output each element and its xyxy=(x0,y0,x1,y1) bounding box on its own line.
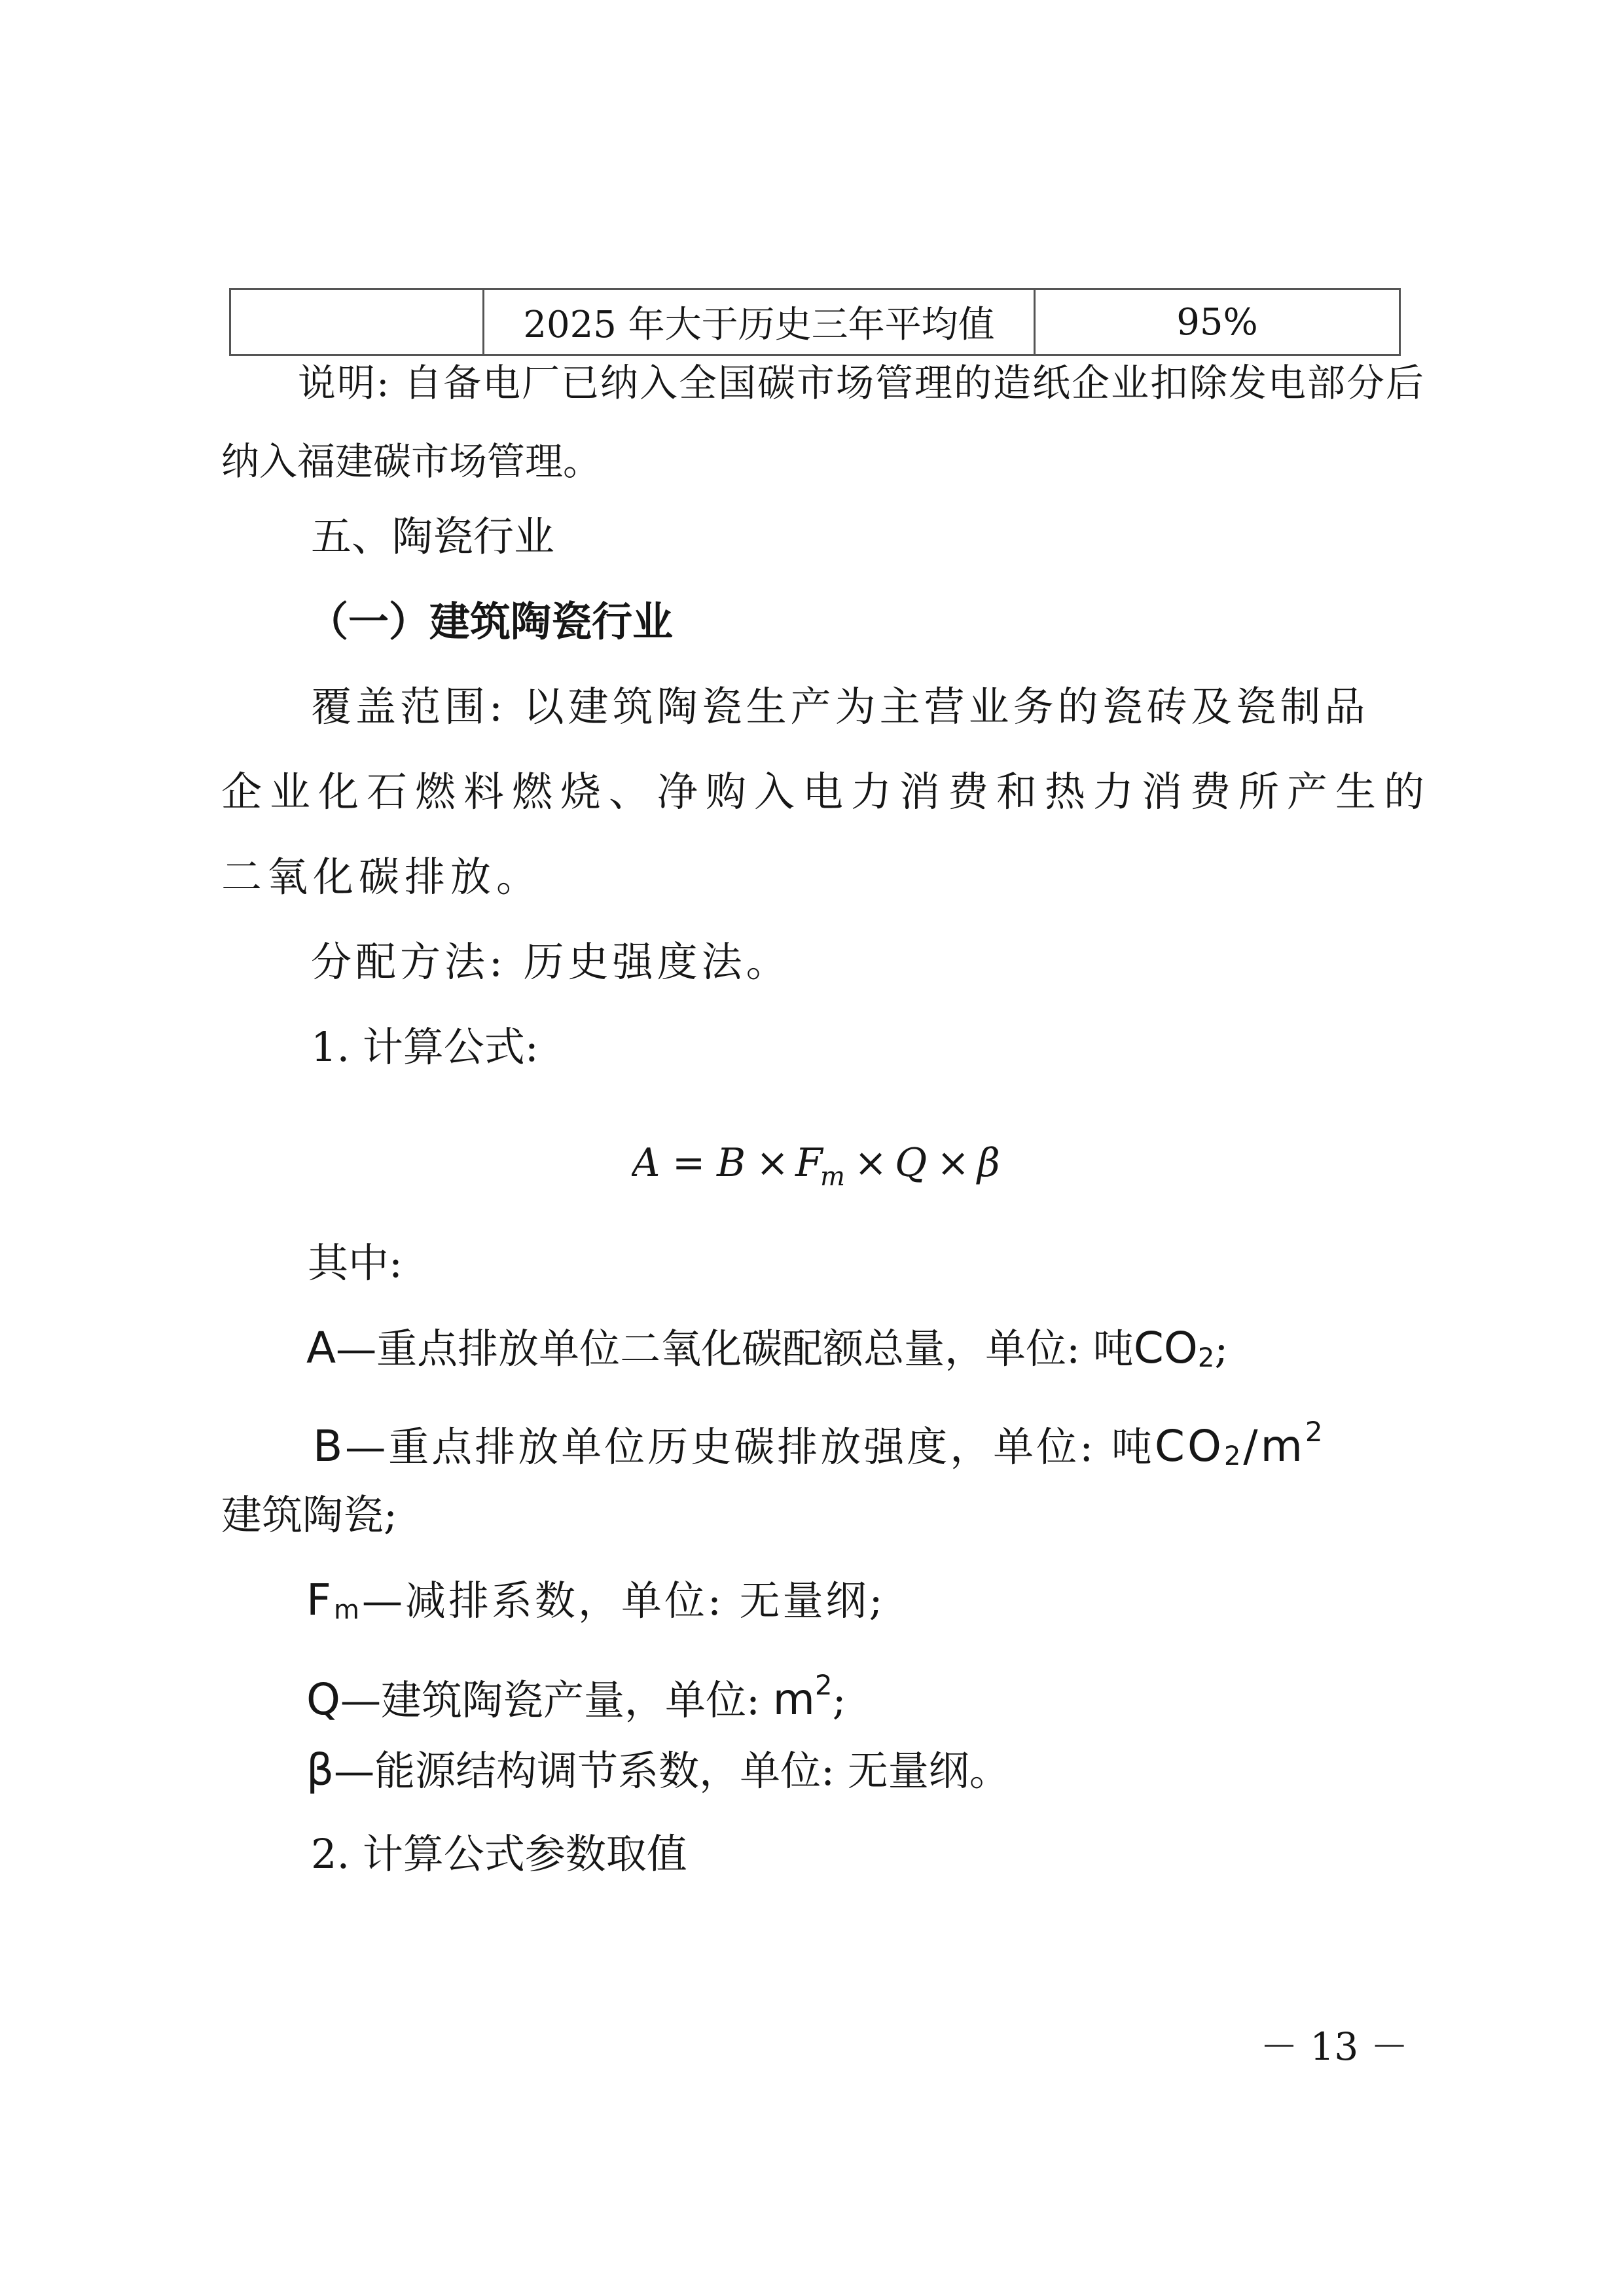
var-Fm-symbol-sub: m xyxy=(333,1595,362,1625)
var-beta-line xyxy=(306,1744,1010,1797)
section-heading: 五、陶瓷行业 xyxy=(311,512,555,560)
page-number: － 13 － xyxy=(1260,2024,1409,2069)
var-beta-desc: —能源结构调节系数，单位: 无量纲。 xyxy=(334,1747,1010,1795)
formula-B: B xyxy=(717,1140,746,1186)
note-line-1: 说明: 自备电厂已纳入全国碳市场管理的造纸企业扣除发电部分后 xyxy=(298,361,1425,405)
var-Q-symbol: Q xyxy=(306,1674,340,1725)
var-Q-end: ; xyxy=(832,1676,846,1724)
formula-times-1: × xyxy=(756,1140,789,1186)
allocation-method: 分配方法: 历史强度法。 xyxy=(311,938,791,986)
var-B-unit: CO xyxy=(1154,1421,1224,1471)
params-heading: 2. 计算公式参数取值 xyxy=(311,1830,687,1878)
var-A-unit: CO xyxy=(1133,1323,1198,1373)
var-Q-unit-sup: 2 xyxy=(814,1669,833,1701)
var-B-unit-rest: /m xyxy=(1243,1421,1305,1471)
var-Q-desc: —建筑陶瓷产量，单位: xyxy=(340,1676,773,1724)
var-A-unit-sub: 2 xyxy=(1197,1343,1215,1373)
var-beta-symbol: β xyxy=(306,1745,334,1795)
var-A-symbol: A xyxy=(306,1323,336,1373)
table-cell-condition: 2025 年大于历史三年平均值 xyxy=(484,289,1035,355)
var-Fm-line xyxy=(306,1574,885,1636)
var-B-continuation: 建筑陶瓷; xyxy=(221,1491,397,1539)
allocation-formula xyxy=(632,1136,1024,1194)
subsection-heading: （一）建筑陶瓷行业 xyxy=(308,598,674,645)
table-cell-value: 95% xyxy=(1035,289,1400,355)
var-A-line xyxy=(306,1322,1228,1384)
var-B-unit-sup: 2 xyxy=(1305,1416,1326,1448)
var-B-line xyxy=(313,1406,1326,1482)
note-line-2: 纳入福建碳市场管理。 xyxy=(221,439,602,484)
coverage-line-3: 二氧化碳排放。 xyxy=(221,853,543,901)
var-Fm-desc: —减排系数，单位: 无量纲; xyxy=(361,1577,886,1624)
formula-F: F xyxy=(795,1140,823,1186)
formula-times-2: × xyxy=(854,1140,888,1186)
table-cell-empty xyxy=(230,289,484,355)
coverage-line-2: 企业化石燃料燃烧、净购入电力消费和热力消费所产生的 xyxy=(221,768,1433,816)
coverage-line-1: 覆盖范围: 以建筑陶瓷生产为主营业务的瓷砖及瓷制品 xyxy=(311,683,1369,730)
formula-heading: 1. 计算公式: xyxy=(311,1023,539,1071)
var-A-end: ; xyxy=(1214,1325,1229,1372)
allocation-table-fragment xyxy=(229,288,1401,356)
var-B-desc: —重点排放单位历史碳排放强度，单位: 吨 xyxy=(345,1423,1155,1471)
table-row xyxy=(230,289,1400,355)
var-Q-line xyxy=(306,1659,846,1727)
var-A-desc: —重点排放单位二氧化碳配额总量，单位: 吨 xyxy=(336,1325,1134,1372)
var-B-unit-sub: 2 xyxy=(1223,1441,1244,1471)
formula-F-subscript: m xyxy=(820,1162,845,1192)
var-Fm-symbol: F xyxy=(306,1575,334,1625)
var-B-symbol: B xyxy=(313,1421,346,1471)
formula-beta: β xyxy=(977,1140,1000,1186)
formula-A: A xyxy=(632,1140,660,1186)
where-label: 其中: xyxy=(308,1239,403,1287)
var-Q-unit: m xyxy=(772,1674,815,1725)
formula-equals: = xyxy=(672,1140,706,1186)
formula-Q: Q xyxy=(895,1140,928,1186)
formula-times-3: × xyxy=(937,1140,970,1186)
